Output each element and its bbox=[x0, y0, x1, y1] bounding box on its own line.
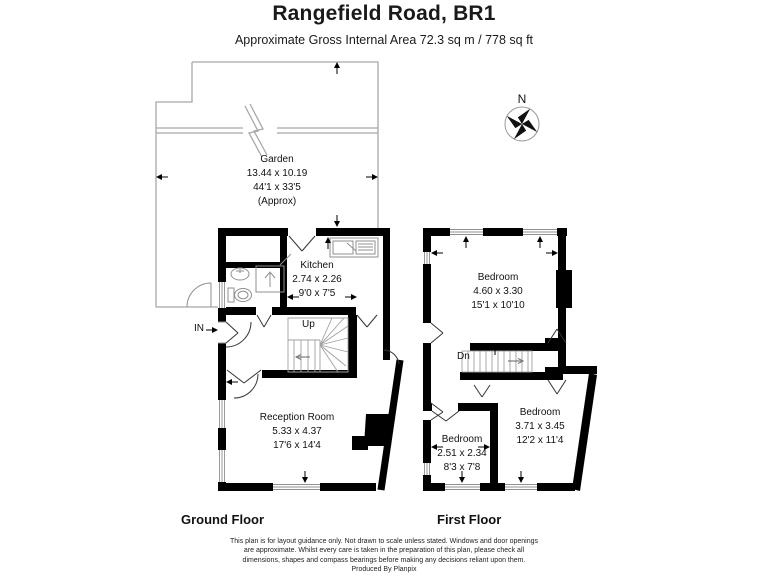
disclaimer-line-2: are approximate. Whilst every care is taken in the preparation of this plan, please check all bbox=[243, 547, 525, 555]
compass-icon bbox=[501, 103, 544, 146]
first-floor-label: First Floor bbox=[437, 512, 502, 527]
ground-floor-label: Ground Floor bbox=[181, 512, 265, 527]
ground-floor-stairs-icon bbox=[288, 318, 348, 372]
garden-label bbox=[247, 153, 308, 209]
disclaimer-line-4: Produced By Planpix bbox=[351, 566, 417, 574]
first-floor-stairs-icon bbox=[462, 351, 532, 372]
disclaimer-line-1: This plan is for layout guidance only. Not drawn to scale unless stated. Windows and door openings bbox=[229, 538, 539, 545]
stairs-dn-label: Dn bbox=[457, 351, 470, 362]
bedroom-rear-label bbox=[515, 406, 564, 448]
garden-note: (Approx) bbox=[257, 196, 297, 207]
bedroom-small-label bbox=[437, 433, 486, 475]
entrance-in-label: IN bbox=[194, 323, 204, 334]
garden-dims-ft: 44'1 x 33'5 bbox=[253, 182, 301, 193]
reception-name: Reception Room bbox=[259, 412, 335, 423]
garden-name: Garden bbox=[260, 154, 294, 165]
bedroom-front-name: Bedroom bbox=[477, 272, 519, 283]
reception-dims-ft: 17'6 x 14'4 bbox=[273, 440, 321, 451]
disclaimer-line-3: dimensions, shapes and compass bearings before making any decisions reliant upon them. bbox=[242, 556, 526, 564]
kitchen-label bbox=[292, 259, 341, 301]
kitchen-sink-icon bbox=[330, 238, 378, 257]
toilet-cistern-icon bbox=[228, 288, 234, 302]
reception-dims-m: 5.33 x 4.37 bbox=[272, 426, 322, 437]
bedroom-small-name: Bedroom bbox=[441, 434, 483, 445]
bedroom-small-dims-ft: 8'3 x 7'8 bbox=[443, 462, 481, 473]
bedroom-rear-name: Bedroom bbox=[519, 407, 561, 418]
page-title: Rangefield Road, BR1 bbox=[272, 2, 496, 25]
compass-north-label: N bbox=[517, 92, 527, 106]
bedroom-front-dims-m: 4.60 x 3.30 bbox=[473, 286, 523, 297]
kitchen-dims-ft: 9'0 x 7'5 bbox=[298, 288, 336, 299]
kitchen-dims-m: 2.74 x 2.26 bbox=[292, 274, 342, 285]
page-subtitle: Approximate Gross Internal Area 72.3 sq m / 778 sq ft bbox=[234, 33, 534, 47]
bedroom-front-dims-ft: 15'1 x 10'10 bbox=[471, 300, 525, 311]
kitchen-name: Kitchen bbox=[300, 260, 334, 271]
stairs-up-label: Up bbox=[302, 319, 315, 330]
garden-dims-m: 13.44 x 10.19 bbox=[246, 168, 308, 179]
reception-label bbox=[260, 411, 334, 453]
bedroom-rear-dims-m: 3.71 x 3.45 bbox=[515, 421, 565, 432]
toilet-icon bbox=[235, 289, 252, 302]
entrance-arrow-icon bbox=[206, 327, 218, 333]
disclaimer bbox=[0, 537, 768, 575]
bedroom-rear-dims-ft: 12'2 x 11'4 bbox=[516, 435, 564, 446]
bedroom-small-dims-m: 2.51 x 2.34 bbox=[437, 448, 487, 459]
fence-break-icon bbox=[245, 104, 267, 157]
garden-gate-icon bbox=[187, 283, 211, 307]
bedroom-front-label bbox=[471, 271, 524, 313]
